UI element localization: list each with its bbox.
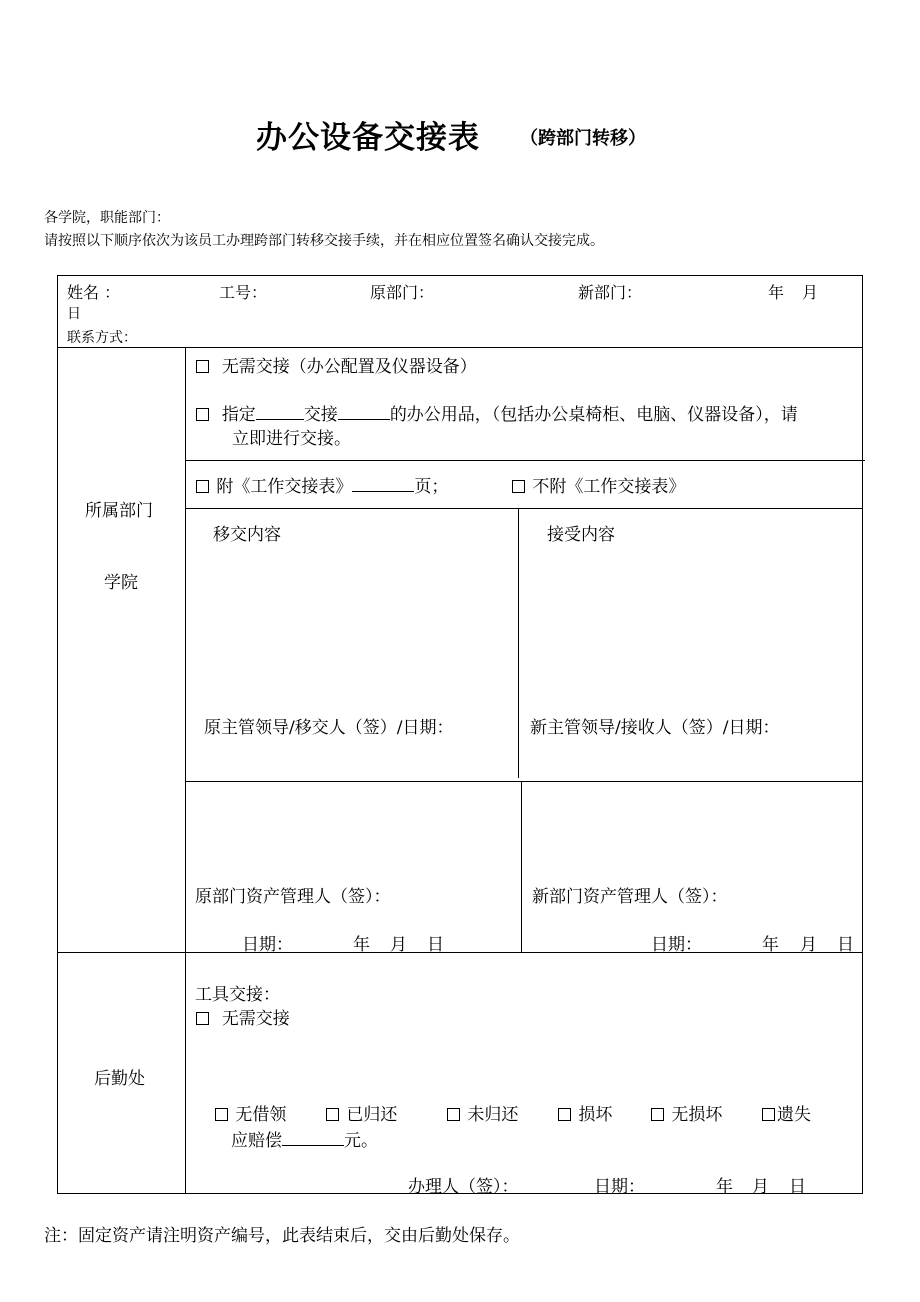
footer-note: 注：固定资产请注明资产编号，此表结束后，交由后勤处保存。 (44, 1226, 520, 1246)
option-no-attach[interactable] (512, 472, 685, 497)
column-divider (518, 508, 519, 778)
day-label: 日 (789, 1177, 806, 1197)
month-label: 月 (800, 935, 817, 955)
checkbox[interactable] (196, 360, 209, 373)
month-label: 月 (752, 1177, 769, 1197)
compensation (231, 1126, 378, 1151)
option-label: 无损坏 (671, 1105, 723, 1125)
table-border-top (57, 275, 863, 276)
old-dept-label: 原部门： (370, 283, 435, 302)
page-subtitle: （跨部门转移） (520, 128, 646, 149)
option-label: 损坏 (578, 1105, 613, 1125)
row-divider (57, 952, 863, 953)
month-label: 月 (802, 283, 819, 302)
option-label: 遗失 (777, 1105, 811, 1125)
transfer-content-label: 移交内容 (213, 525, 281, 545)
option-label: 附《工作交接表》 (216, 477, 353, 497)
checkbox[interactable] (512, 480, 525, 493)
blank-field[interactable] (338, 419, 390, 420)
option-label: 不附《工作交接表》 (532, 477, 686, 497)
checkbox[interactable] (762, 1108, 775, 1121)
column-divider (185, 347, 186, 1194)
name-label: 姓名 ： (67, 283, 121, 302)
option-undamaged[interactable] (651, 1100, 722, 1125)
old-asset-manager-sign[interactable]: 原部门资产管理人（签）： (195, 887, 391, 907)
option-lost[interactable] (762, 1100, 811, 1125)
year-label: 年 (762, 935, 779, 955)
receive-content-label: 接受内容 (547, 525, 615, 545)
new-asset-manager-sign[interactable]: 新部门资产管理人（签）： (532, 887, 728, 907)
row-divider (57, 347, 863, 348)
page-title: 办公设备交接表 (256, 120, 480, 156)
option-label: 交接 (303, 405, 338, 425)
option-label: 无需交接 (221, 1009, 290, 1029)
old-leader-sign[interactable]: 原主管领导/移交人（签）/日期： (204, 718, 454, 738)
checkbox[interactable] (558, 1108, 571, 1121)
option-label: 无借领 (235, 1105, 287, 1125)
blank-field[interactable] (352, 491, 414, 492)
option-designate-cont: 立即进行交接。 (232, 429, 351, 449)
date-label: 日期： (594, 1177, 645, 1197)
option-label: 的办公用品，（包括办公桌椅柜、电脑、仪器设备），请 (389, 405, 798, 425)
month-label: 月 (390, 935, 407, 955)
option-tool-no-handover[interactable] (196, 1004, 290, 1029)
compensation-label: 应赔偿 (231, 1131, 282, 1151)
option-label: 页； (414, 477, 449, 497)
row-divider (185, 781, 863, 782)
option-no-handover[interactable] (196, 352, 477, 377)
row-label-logistics: 后勤处 (94, 1069, 145, 1089)
checkbox[interactable] (196, 1012, 209, 1025)
row-label-dept: 所属部门 (85, 501, 153, 521)
column-divider (521, 781, 522, 952)
option-attach[interactable] (196, 472, 448, 497)
option-returned[interactable] (326, 1100, 397, 1125)
contact-label: 联系方式： (67, 330, 137, 346)
date-label: 日期： (242, 935, 293, 955)
handler-sign[interactable]: 办理人（签）： (408, 1177, 519, 1197)
row-divider (185, 460, 865, 461)
option-label: 已归还 (346, 1105, 398, 1125)
year-label: 年 (768, 283, 785, 302)
row-divider (185, 508, 863, 509)
day-label: 日 (427, 935, 444, 955)
day-label: 日 (837, 935, 854, 955)
new-dept-label: 新部门： (578, 283, 643, 302)
compensation-amount-field[interactable] (282, 1145, 344, 1146)
new-leader-sign[interactable]: 新主管领导/接收人（签）/日期： (530, 718, 780, 738)
checkbox[interactable] (196, 408, 209, 421)
row-label-college: 学院 (104, 573, 138, 593)
year-label: 年 (353, 935, 370, 955)
currency-label: 元。 (344, 1131, 378, 1151)
checkbox[interactable] (196, 480, 209, 493)
option-label: 未归还 (467, 1105, 519, 1125)
checkbox[interactable] (651, 1108, 664, 1121)
tool-handover-label: 工具交接： (195, 985, 280, 1005)
blank-field[interactable] (256, 419, 304, 420)
option-designate[interactable] (196, 400, 798, 425)
table-border-left (57, 275, 58, 1194)
option-label: 指定 (221, 405, 256, 425)
checkbox[interactable] (447, 1108, 460, 1121)
year-label: 年 (716, 1177, 733, 1197)
table-border-right (862, 275, 863, 1194)
employee-id-label: 工号： (219, 283, 268, 302)
date-label: 日期： (651, 935, 702, 955)
addressee: 各学院，职能部门： (44, 210, 170, 226)
checkbox[interactable] (215, 1108, 228, 1121)
checkbox[interactable] (326, 1108, 339, 1121)
day-label: 日 (67, 306, 81, 322)
option-not-returned[interactable] (447, 1100, 518, 1125)
option-label: 无需交接（办公配置及仪器设备） (221, 357, 477, 377)
option-damaged[interactable] (558, 1100, 612, 1125)
instruction: 请按照以下顺序依次为该员工办理跨部门转移交接手续，并在相应位置签名确认交接完成。 (44, 233, 604, 249)
option-not-borrowed[interactable] (215, 1100, 286, 1125)
